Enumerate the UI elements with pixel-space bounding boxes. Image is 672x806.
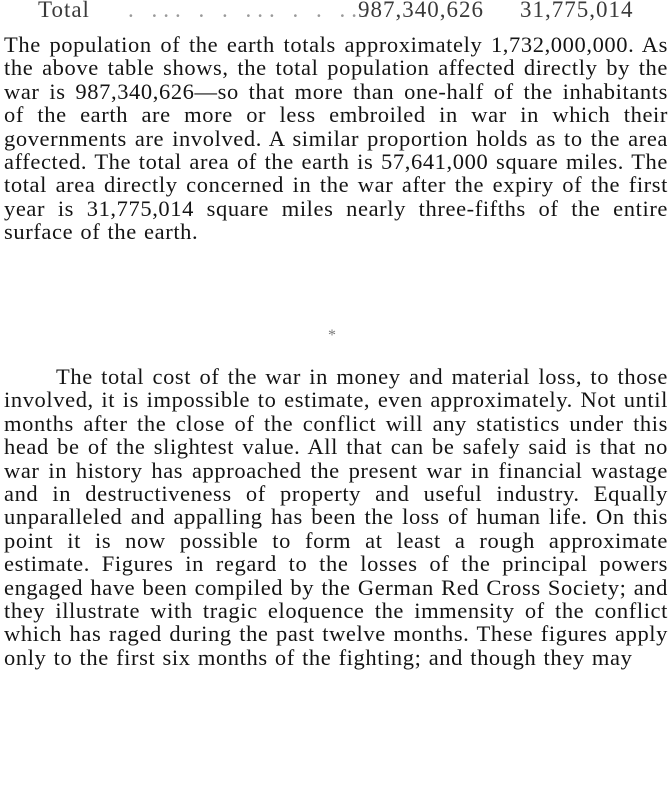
total-population-value: 987,340,626	[358, 0, 484, 22]
total-label: Total	[38, 0, 90, 22]
section-separator: *	[328, 327, 336, 344]
leader-dots: . ... . . ... . . ...	[128, 0, 375, 22]
population-paragraph: The population of the earth totals approximately 1,732,000,000. As the above table shows, the total population affected directly by the war is 987,340,626—so that more than one-half of the inhabitants of the earth are more or less embroiled in war in which their governments are involved. A similar proportion holds as to the area affected. The total area of the earth is 57,641,000 square miles. The total area directly concerned in the war after the expiry of the first year is 31,775,014 square miles nearly three-fifths of the entire surface of the earth.	[4, 32, 668, 245]
war-cost-paragraph: The total cost of the war in money and material loss, to those involved, it is impossible to estimate, even approximately. Not until months after the close of the conflict will any statistics under this head be of the slightest value. All that can be safely said is that no war in history has approached the present war in financial wastage and in destructiveness of property and useful industry. Equally unparalleled and appalling has been the loss of human life. On this point it is now possible to form at least a rough approximate estimate. Figures in regard to the losses of the principal powers engaged have been compiled by the German Red Cross Society; and they illustrate with tragic eloquence the immensity of the conflict which has raged during the past twelve months. These figures apply only to the first six months of the fighting; and though they may	[4, 364, 668, 670]
table-total-row	[0, 0, 672, 24]
total-area-value: 31,775,014	[520, 0, 634, 22]
